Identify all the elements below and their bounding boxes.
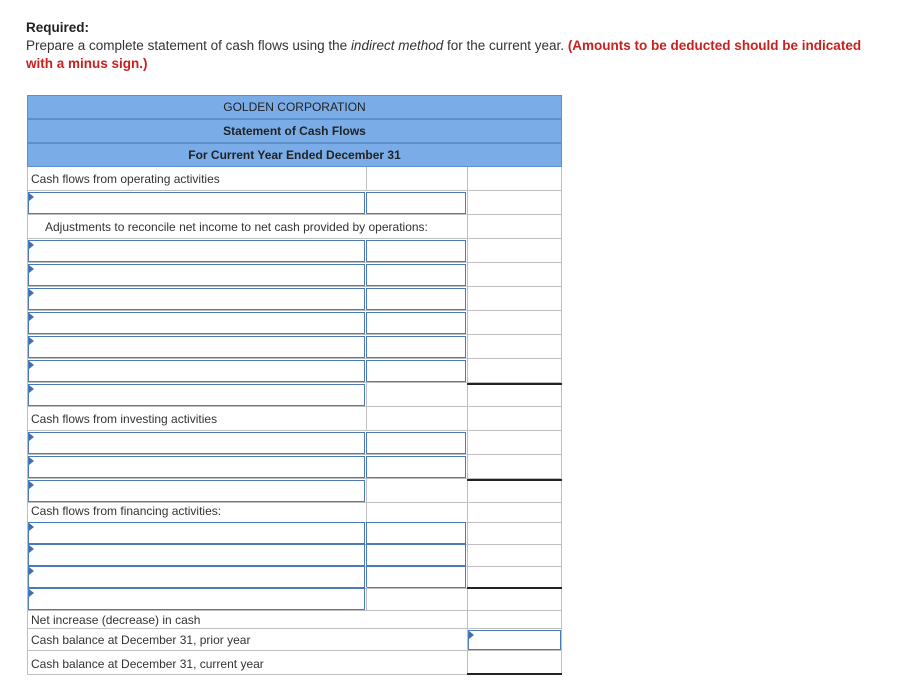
financing-total-row xyxy=(27,587,562,611)
company-name: GOLDEN CORPORATION xyxy=(27,95,562,119)
investing-amount-input[interactable] xyxy=(366,456,466,478)
adjustment-description-input[interactable] xyxy=(28,360,365,382)
adjustments-label-row xyxy=(27,215,562,239)
required-heading: Required: xyxy=(26,20,90,35)
prior-balance-label: Cash balance at December 31, prior year xyxy=(31,633,251,647)
operating-amount-input[interactable] xyxy=(366,192,466,214)
adjustment-row xyxy=(27,263,562,287)
adjustment-amount-input[interactable] xyxy=(366,240,466,262)
adjustments-label: Adjustments to reconcile net income to net cash provided by operations: xyxy=(45,220,428,234)
investing-label-row xyxy=(27,407,562,431)
investing-description-input[interactable] xyxy=(28,432,365,454)
dropdown-marker-icon xyxy=(29,289,34,297)
subtotal-rule xyxy=(467,479,562,481)
dropdown-marker-icon xyxy=(29,265,34,273)
financing-total-description-input[interactable] xyxy=(28,588,365,610)
operating-total-row xyxy=(27,383,562,407)
dropdown-marker-icon xyxy=(469,631,474,639)
adjustment-row xyxy=(27,311,562,335)
financing-description-input[interactable] xyxy=(28,566,365,588)
dropdown-marker-icon xyxy=(29,361,34,369)
dropdown-marker-icon xyxy=(29,481,34,489)
financing-amount-input[interactable] xyxy=(366,566,466,588)
dropdown-marker-icon xyxy=(29,337,34,345)
instructions-method: indirect method xyxy=(350,38,444,53)
adjustment-row xyxy=(27,359,562,383)
dropdown-marker-icon xyxy=(29,433,34,441)
adjustment-description-input[interactable] xyxy=(28,336,365,358)
operating-label-row xyxy=(27,167,562,191)
investing-label: Cash flows from investing activities xyxy=(31,412,218,426)
financing-row xyxy=(27,543,562,567)
adjustment-amount-input[interactable] xyxy=(366,264,466,286)
net-change-label: Net increase (decrease) in cash xyxy=(31,613,201,627)
subtotal-rule xyxy=(467,587,562,589)
dropdown-marker-icon xyxy=(29,193,34,201)
adjustment-description-input[interactable] xyxy=(28,312,365,334)
financing-description-input[interactable] xyxy=(28,522,365,544)
investing-row xyxy=(27,455,562,479)
dropdown-marker-icon xyxy=(29,241,34,249)
adjustment-amount-input[interactable] xyxy=(366,336,466,358)
operating-input-row xyxy=(27,191,562,215)
adjustment-row xyxy=(27,239,562,263)
adjustment-amount-input[interactable] xyxy=(366,312,466,334)
dropdown-marker-icon xyxy=(29,545,34,553)
statement-title: Statement of Cash Flows xyxy=(27,119,562,143)
instructions-text-part2: for the current year. xyxy=(443,38,568,53)
investing-row xyxy=(27,431,562,455)
dropdown-marker-icon xyxy=(29,385,34,393)
dropdown-marker-icon xyxy=(29,313,34,321)
dropdown-marker-icon xyxy=(29,589,34,597)
operating-total-description-input[interactable] xyxy=(28,384,365,406)
total-double-rule xyxy=(467,673,562,675)
instructions-emphasis: (Amounts to be deducted should be indicated with a minus sign.) xyxy=(26,38,862,71)
current-balance-row xyxy=(27,651,562,675)
dropdown-marker-icon xyxy=(29,457,34,465)
adjustment-description-input[interactable] xyxy=(28,288,365,310)
instructions-text xyxy=(26,37,886,73)
financing-amount-input[interactable] xyxy=(366,544,466,566)
adjustment-description-input[interactable] xyxy=(28,264,365,286)
financing-amount-input[interactable] xyxy=(366,522,466,544)
net-change-row xyxy=(27,609,562,629)
prior-balance-input[interactable] xyxy=(468,630,561,650)
instructions-text-part1: Prepare a complete statement of cash flows using the xyxy=(26,38,351,53)
operating-label: Cash flows from operating activities xyxy=(31,172,220,186)
instructions xyxy=(26,19,886,73)
current-balance-label: Cash balance at December 31, current year xyxy=(31,657,264,671)
operating-description-input[interactable] xyxy=(28,192,365,214)
adjustment-amount-input[interactable] xyxy=(366,360,466,382)
subtotal-rule xyxy=(467,383,562,385)
adjustment-description-input[interactable] xyxy=(28,240,365,262)
financing-label: Cash flows from financing activities: xyxy=(31,504,222,518)
investing-amount-input[interactable] xyxy=(366,432,466,454)
dropdown-marker-icon xyxy=(29,567,34,575)
dropdown-marker-icon xyxy=(29,523,34,531)
financing-row xyxy=(27,565,562,589)
financing-row xyxy=(27,521,562,545)
adjustment-amount-input[interactable] xyxy=(366,288,466,310)
financing-description-input[interactable] xyxy=(28,544,365,566)
prior-balance-row xyxy=(27,629,562,651)
adjustment-row xyxy=(27,335,562,359)
financing-label-row xyxy=(27,499,562,523)
investing-description-input[interactable] xyxy=(28,456,365,478)
statement-period: For Current Year Ended December 31 xyxy=(27,143,562,167)
adjustment-row xyxy=(27,287,562,311)
